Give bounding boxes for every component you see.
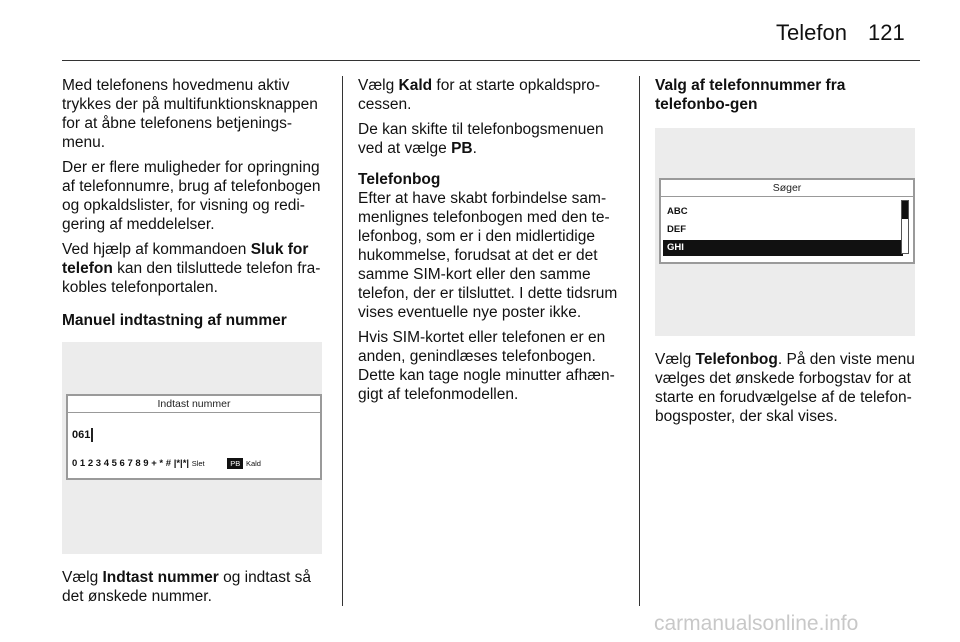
subheading: Valg af telefonnummer fra telefonbo-gen (655, 77, 846, 113)
screen-figure (655, 128, 915, 336)
text: De kan skifte til telefonbogsmenuen ved at vælge (358, 121, 604, 157)
text: kan den tilsluttede telefon fra-kobles telefonportalen. (62, 260, 321, 296)
column-divider (342, 76, 343, 606)
paragraph: Efter at have skabt forbindelse sam-menlignes telefonbogen med den te-lefonbog, som er i den midlertidige hukommelse, forudsat at det er det samme SIM-kort eller den samme telefon, der er tilsluttet. I dette tidsrum vises eventuelle nye poster ikke. (358, 190, 618, 321)
header-rule (62, 60, 920, 61)
text: Vælg (62, 569, 103, 586)
paragraph: Med telefonens hovedmenu aktiv trykkes der på multifunktionsknappen for at åbne telefonens betjenings-menu. (62, 77, 318, 151)
paragraph (358, 120, 626, 158)
paragraph (62, 568, 330, 606)
screen-title: Søger (661, 180, 913, 197)
watermark: carmanualsonline.info (654, 612, 859, 635)
display-screen (66, 394, 322, 480)
digit-keys: 0 1 2 3 4 5 6 7 8 9 + * # (72, 458, 172, 469)
text: Ved hjælp af kommandoen (62, 241, 251, 258)
page-title: Telefon (776, 20, 847, 45)
paragraph (358, 76, 626, 114)
column-2 (358, 76, 626, 410)
paragraph (655, 350, 923, 426)
column-1 (62, 76, 330, 612)
paragraph: Hvis SIM-kortet eller telefonen er en anden, genindlæses telefonbogen. Dette kan tage nogle minutter afhæn-gigt af telefonmodellen. (358, 329, 615, 403)
list-item: ABC (667, 206, 688, 217)
pb-key: PB (227, 458, 243, 469)
section-heading: Telefonbog (358, 171, 441, 188)
selected-list-item: GHI (663, 240, 903, 256)
column-3 (655, 76, 923, 432)
column-divider (639, 76, 640, 606)
scrollbar (901, 200, 909, 254)
text: Vælg (655, 351, 696, 368)
command-name: Kald (398, 77, 433, 94)
page-number: 121 (868, 20, 905, 45)
call-key: Kald (245, 459, 261, 468)
text: og indtast så det ønskede nummer. (62, 569, 311, 605)
text: . På den viste menu vælges det ønskede forbogstav for at starte en forudvælgelse af de telefon-bogsposter, der skal vises. (655, 351, 915, 425)
screen-title: Indtast nummer (68, 396, 320, 413)
subheading: Manuel indtastning af nummer (62, 312, 287, 329)
scrollbar-thumb (902, 201, 908, 219)
number-input (72, 426, 93, 445)
text: for at starte opkaldspro-cessen. (358, 77, 601, 113)
display-screen (659, 178, 915, 264)
command-name: Sluk for telefon (62, 241, 309, 277)
page-header (0, 0, 960, 60)
screen-figure (62, 342, 322, 554)
paragraph: Der er flere muligheder for opringning af telefonnumre, brug af telefonbogen og opkaldslister, for visning og redi-gering af meddelelser. (62, 159, 321, 233)
command-name: PB (451, 140, 473, 157)
list-item: DEF (667, 224, 686, 235)
menu-name: Indtast nummer (102, 569, 219, 586)
text: . (472, 140, 477, 157)
arrow-keys: |*|*| (173, 458, 190, 469)
menu-name: Telefonbog (695, 351, 778, 368)
text-cursor (91, 428, 93, 442)
text: Vælg (358, 77, 399, 94)
delete-key: Slet (191, 459, 205, 468)
paragraph (62, 240, 330, 297)
keypad-row (72, 454, 261, 473)
input-value: 061 (72, 429, 91, 441)
